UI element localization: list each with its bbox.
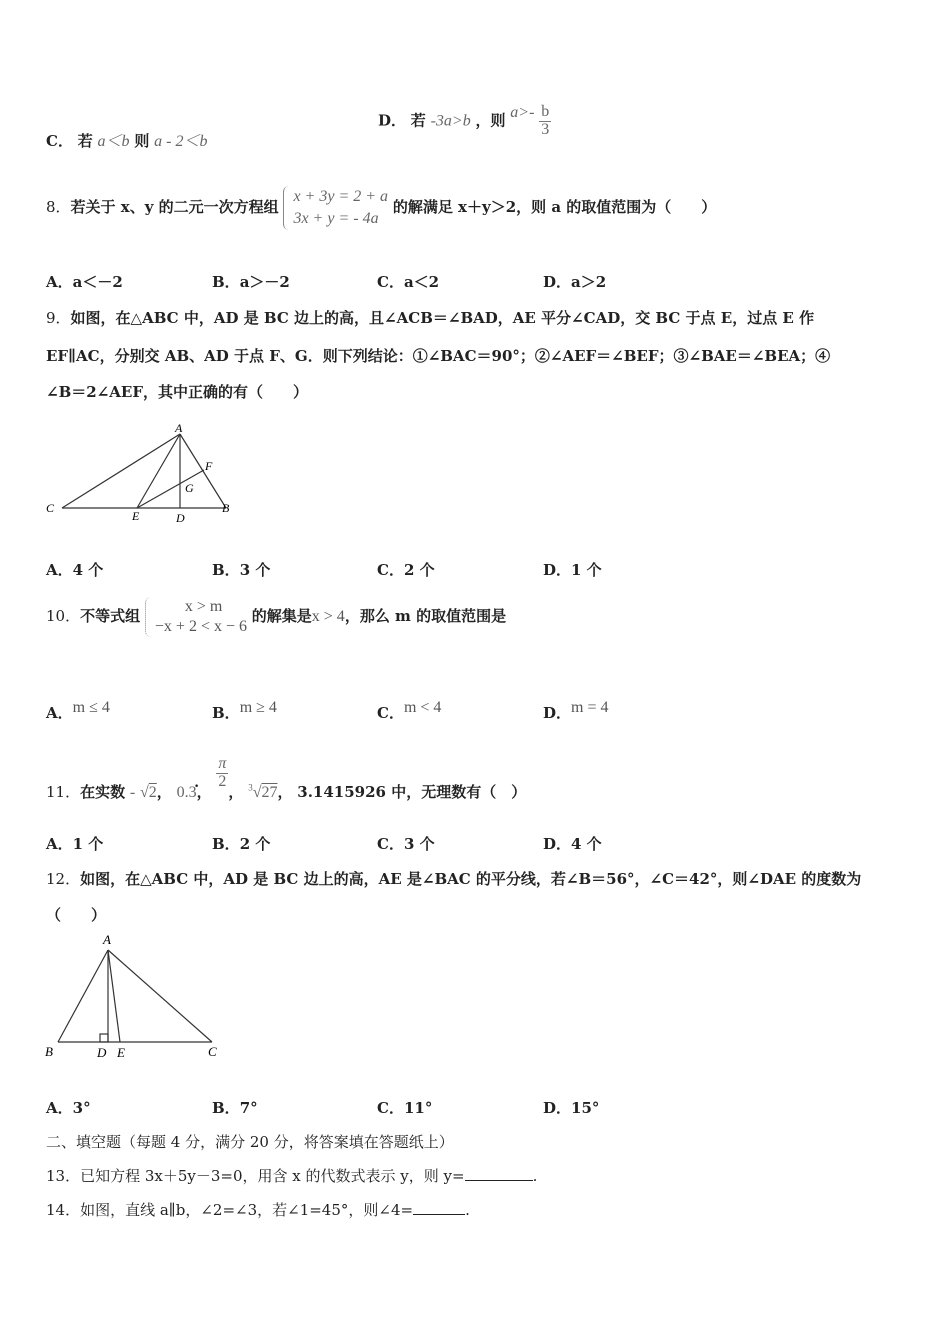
question-13: 13．已知方程 3x＋5y－3=0，用含 x 的代数式表示 y，则 y= . xyxy=(46,1167,538,1185)
option-d: D．1 个 xyxy=(543,561,602,579)
label-e: E xyxy=(117,1045,125,1060)
option-c: C．a＜2 xyxy=(377,273,440,291)
label-f: F xyxy=(205,459,213,473)
label-a: A xyxy=(103,932,111,947)
segment-ac xyxy=(108,950,212,1042)
option-d: D．15° xyxy=(543,1099,600,1117)
sqrt-2: √2 xyxy=(140,784,157,802)
option-c: C．11° xyxy=(377,1099,433,1117)
inequality-system: x > m −x + 2 < x − 6 xyxy=(145,597,247,637)
label-b: B xyxy=(45,1044,53,1059)
answer-blank[interactable] xyxy=(413,1214,465,1215)
question-9-line3: ∠B＝2∠AEF，其中正确的有（ ） xyxy=(46,383,308,401)
fraction: $\frac{b}{3}$ xyxy=(541,103,550,138)
option-c: C．2 个 xyxy=(377,561,435,579)
q7-option-c: C． 若 a＜b 则 a - 2＜b xyxy=(46,132,208,150)
label-d: D xyxy=(176,511,185,525)
label-d: D xyxy=(97,1045,107,1060)
question-12: 12．如图，在△ABC 中，AD 是 BC 边上的高，AE 是∠BAC 的平分线，若∠B＝56°，∠C＝42°，则∠DAE 的度数为 xyxy=(46,870,862,888)
option-a: A．3° xyxy=(46,1099,91,1117)
section-2-title: 二、填空题（每题 4 分，满分 20 分，将答案填在答题纸上） xyxy=(46,1133,454,1151)
option-d: D．m = 4 xyxy=(543,699,609,722)
repeating-decimal: 0.3 . xyxy=(176,774,199,802)
option-b: B．2 个 xyxy=(212,835,271,853)
question-14: 14．如图，直线 a∥b，∠2=∠3，若∠1=45°，则∠4= . xyxy=(46,1201,470,1219)
question-12-line2: （ ） xyxy=(46,906,107,924)
label-c: C xyxy=(46,501,55,515)
q9-triangle-figure xyxy=(40,420,250,530)
segment-ae xyxy=(108,950,120,1042)
segment-ae xyxy=(137,434,180,508)
pi-over-2: $\frac{\pi}{2}$ xyxy=(218,755,227,790)
question-11: 11．在实数 - √2， 0.3 . ， $\frac{\pi}{2}$ ， $^3$√27， 3.1415926 中，无理数有（ ） xyxy=(46,755,527,802)
label-a: A xyxy=(175,421,183,435)
question-10: 10．不等式组 x > m −x + 2 < x − 6 的解集是x > 4，那么 m 的取值范围是 xyxy=(46,598,507,635)
option-c: C．m < 4 xyxy=(377,699,442,722)
q7-option-d: D． 若 -3a>b ，则 a>- $\frac{b}{3}$ xyxy=(378,103,550,138)
option-b: B．3 个 xyxy=(212,561,271,579)
question-9-line2: EF∥AC，分别交 AB、AD 于点 F、G．则下列结论：①∠BAC＝90°；②∠AEF＝∠BEF；③∠BAE＝∠BEA；④ xyxy=(46,347,831,365)
cube-root-27: $^3$√27 xyxy=(248,782,278,802)
label-g: G xyxy=(185,481,194,495)
label-b: B xyxy=(222,501,230,515)
option-a: A．m ≤ 4 xyxy=(46,699,110,722)
option-d: D．4 个 xyxy=(543,835,602,853)
option-b: B．a＞－2 xyxy=(212,273,290,291)
option-a: A．1 个 xyxy=(46,835,104,853)
equation-system: x + 3y = 2 + a 3x + y = - 4a xyxy=(283,186,388,230)
q12-triangle-figure xyxy=(40,928,240,1066)
option-b: B．7° xyxy=(212,1099,258,1117)
label-c: C xyxy=(208,1044,217,1059)
segment-ca xyxy=(62,434,180,508)
option-a: A．4 个 xyxy=(46,561,104,579)
segment-ef xyxy=(137,470,204,508)
question-8: 8．若关于 x、y 的二元一次方程组 x + 3y = 2 + a 3x + y = - 4a 的解满足 x＋y＞2，则 a 的取值范围为（ ） xyxy=(46,186,716,230)
option-b: B．m ≥ 4 xyxy=(212,699,277,722)
option-d: D．a＞2 xyxy=(543,273,607,291)
question-9: 9．如图，在△ABC 中，AD 是 BC 边上的高，且∠ACB＝∠BAD，AE 平分∠CAD，交 BC 于点 E，过点 E 作 xyxy=(46,309,815,327)
segment-ab xyxy=(58,950,108,1042)
right-angle-mark xyxy=(100,1034,108,1042)
option-c: C．3 个 xyxy=(377,835,435,853)
option-a: A．a＜－2 xyxy=(46,273,123,291)
label-e: E xyxy=(132,509,140,523)
answer-blank[interactable] xyxy=(465,1180,533,1181)
